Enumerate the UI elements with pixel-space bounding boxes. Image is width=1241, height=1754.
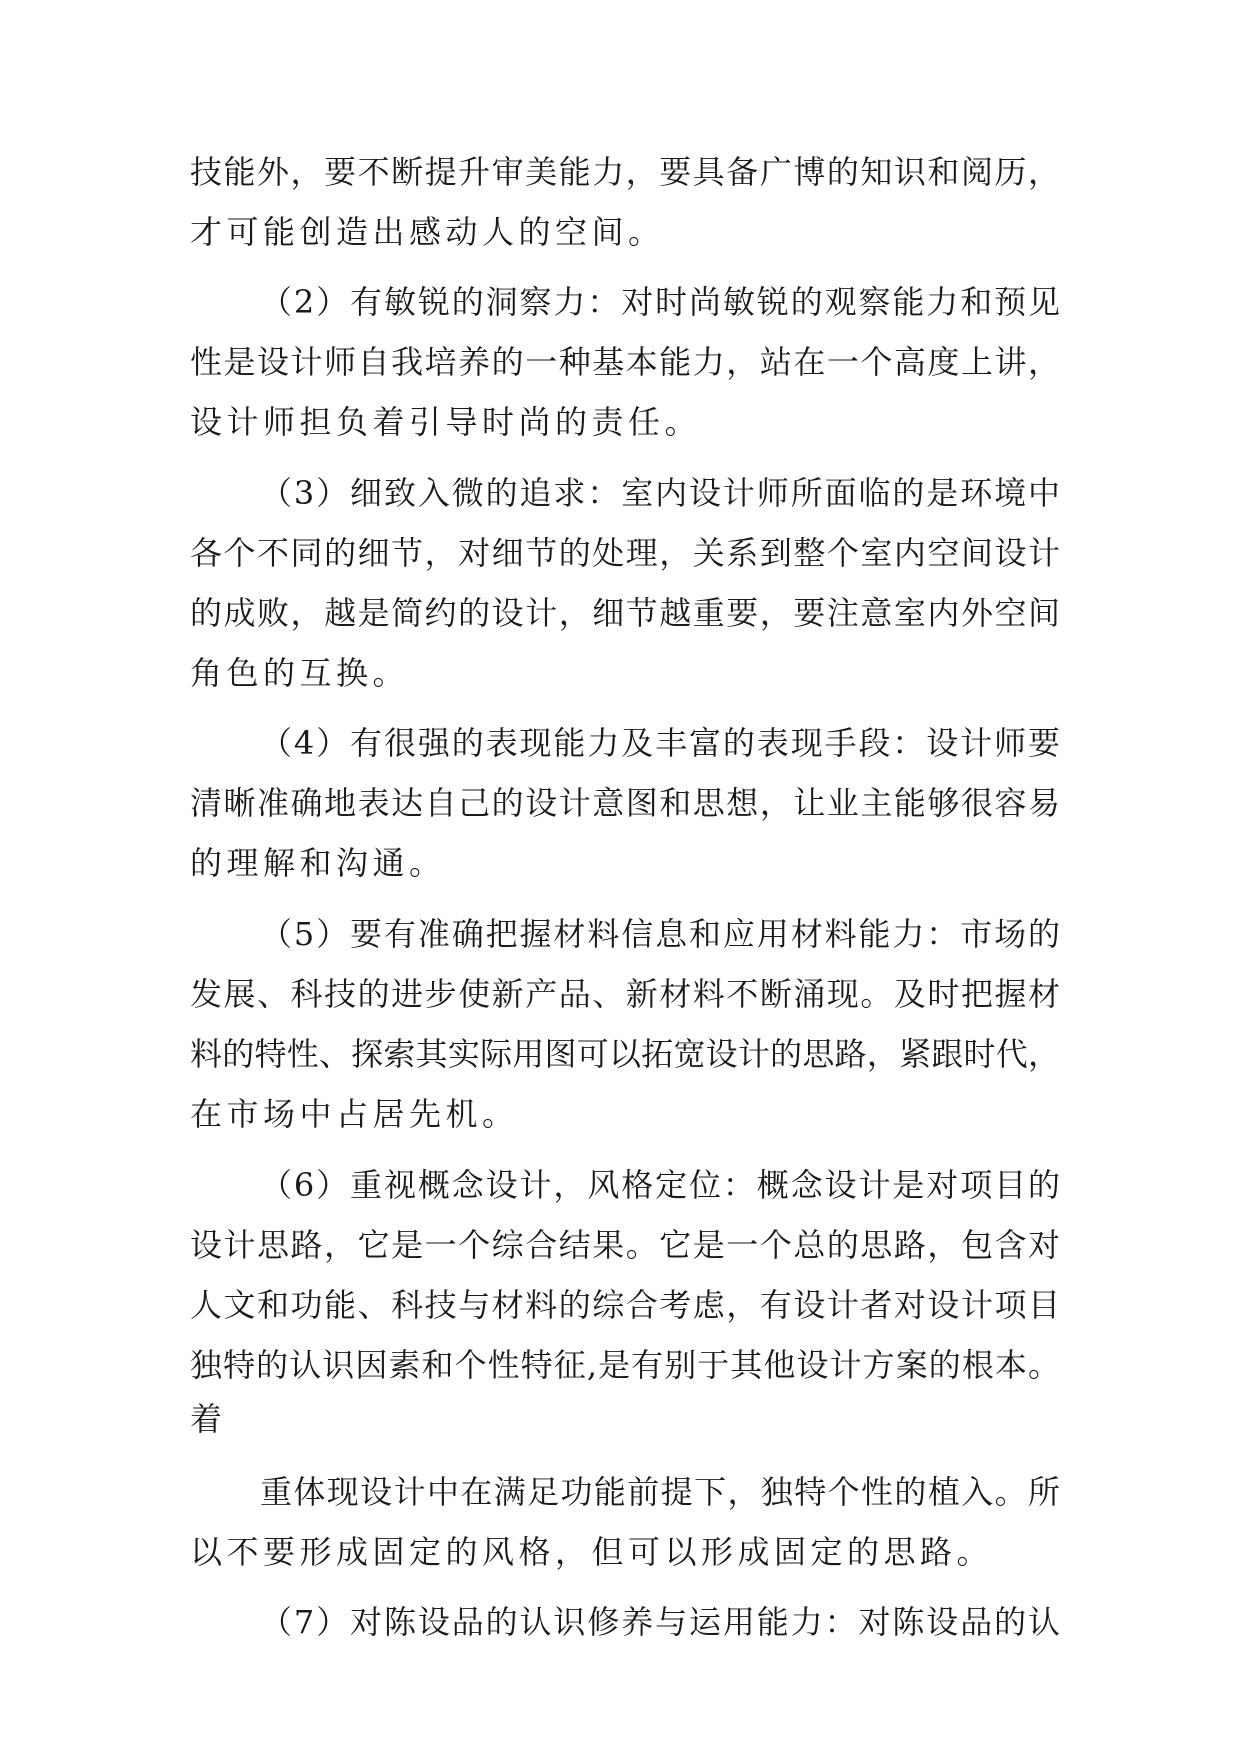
text-line: 人文和功能、科技与材料的综合考虑，有设计者对设计项目 xyxy=(190,1286,1060,1324)
text-line: （3）细致入微的追求：室内设计师所面临的是环境中 xyxy=(260,474,1060,512)
text-line: 着 xyxy=(190,1400,227,1438)
text-line: 的理解和沟通。 xyxy=(190,844,446,882)
text-line: （2）有敏锐的洞察力：对时尚敏锐的观察能力和预见 xyxy=(260,283,1060,321)
text-line: （7）对陈设品的认识修养与运用能力：对陈设品的认 xyxy=(260,1603,1060,1641)
text-line: 清晰准确地表达自己的设计意图和思想，让业主能够很容易 xyxy=(190,784,1060,822)
text-line: 技能外，要不断提升审美能力，要具备广博的知识和阅历， xyxy=(190,153,1060,191)
text-line: 性是设计师自我培养的一种基本能力，站在一个高度上讲， xyxy=(190,343,1060,381)
text-line: 的成败，越是简约的设计，细节越重要，要注意室内外空间 xyxy=(190,594,1060,632)
text-line: （5）要有准确把握材料信息和应用材料能力：市场的 xyxy=(260,915,1060,953)
text-line: 在市场中占居先机。 xyxy=(190,1095,519,1133)
text-line: （4）有很强的表现能力及丰富的表现手段：设计师要 xyxy=(260,724,1060,762)
text-line: 独特的认识因素和个性特征,是有别于其他设计方案的根本。 xyxy=(190,1346,1060,1384)
text-line: 角色的互换。 xyxy=(190,654,410,692)
text-line: 设计思路，它是一个综合结果。它是一个总的思路，包含对 xyxy=(190,1226,1060,1264)
text-line: （6）重视概念设计，风格定位：概念设计是对项目的 xyxy=(260,1166,1060,1204)
text-line: 各个不同的细节，对细节的处理，关系到整个室内空间设计 xyxy=(190,534,1060,572)
text-line: 发展、科技的进步使新产品、新材料不断涌现。及时把握材 xyxy=(190,975,1060,1013)
text-line: 重体现设计中在满足功能前提下，独特个性的植入。所 xyxy=(260,1473,1060,1511)
text-line: 设计师担负着引导时尚的责任。 xyxy=(190,403,702,441)
text-line: 以不要形成固定的风格，但可以形成固定的思路。 xyxy=(190,1533,994,1571)
text-line: 才可能创造出感动人的空间。 xyxy=(190,213,665,251)
text-line: 料的特性、探索其实际用图可以拓宽设计的思路，紧跟时代， xyxy=(190,1035,1060,1073)
